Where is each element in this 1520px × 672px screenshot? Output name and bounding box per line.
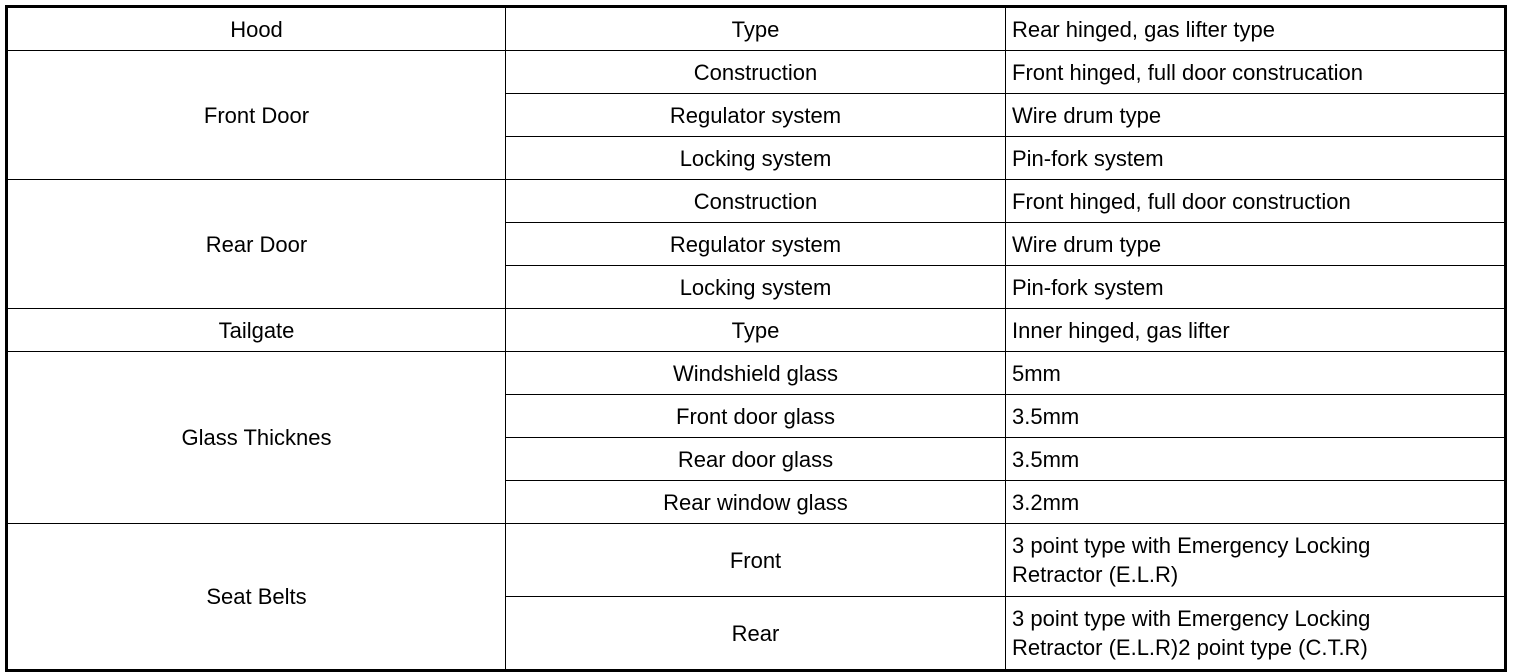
item-label: Windshield glass — [506, 352, 1006, 395]
item-value: 3 point type with Emergency Locking Retractor (E.L.R) — [1006, 524, 1506, 597]
item-label: Rear door glass — [506, 438, 1006, 481]
group-label-hood: Hood — [7, 7, 506, 51]
item-label: Construction — [506, 180, 1006, 223]
table-row — [7, 7, 1506, 51]
item-value: Wire drum type — [1006, 94, 1506, 137]
item-value: Front hinged, full door construction — [1006, 180, 1506, 223]
item-value: 3.5mm — [1006, 395, 1506, 438]
item-value: Inner hinged, gas lifter — [1006, 309, 1506, 352]
group-label-front-door: Front Door — [7, 51, 506, 180]
item-label: Regulator system — [506, 94, 1006, 137]
item-label: Construction — [506, 51, 1006, 94]
group-label-rear-door: Rear Door — [7, 180, 506, 309]
table-row — [7, 352, 1506, 395]
item-label: Locking system — [506, 137, 1006, 180]
item-label: Regulator system — [506, 223, 1006, 266]
item-value: Wire drum type — [1006, 223, 1506, 266]
item-label: Rear window glass — [506, 481, 1006, 524]
item-label: Front — [506, 524, 1006, 597]
item-label: Locking system — [506, 266, 1006, 309]
group-label-seat-belts: Seat Belts — [7, 524, 506, 671]
item-label: Type — [506, 7, 1006, 51]
table-row — [7, 524, 1506, 597]
item-label: Rear — [506, 597, 1006, 671]
table-row — [7, 309, 1506, 352]
item-label: Front door glass — [506, 395, 1006, 438]
item-value: 3 point type with Emergency Locking Retractor (E.L.R)2 point type (C.T.R) — [1006, 597, 1506, 671]
item-label: Type — [506, 309, 1006, 352]
item-value: Front hinged, full door construcation — [1006, 51, 1506, 94]
item-value: 3.2mm — [1006, 481, 1506, 524]
group-label-tailgate: Tailgate — [7, 309, 506, 352]
specifications-table — [5, 5, 1507, 672]
item-value: Pin-fork system — [1006, 137, 1506, 180]
item-value: 3.5mm — [1006, 438, 1506, 481]
table-row — [7, 51, 1506, 94]
group-label-glass-thickness: Glass Thicknes — [7, 352, 506, 524]
item-value: Rear hinged, gas lifter type — [1006, 7, 1506, 51]
item-value: 5mm — [1006, 352, 1506, 395]
item-value: Pin-fork system — [1006, 266, 1506, 309]
table-row — [7, 180, 1506, 223]
